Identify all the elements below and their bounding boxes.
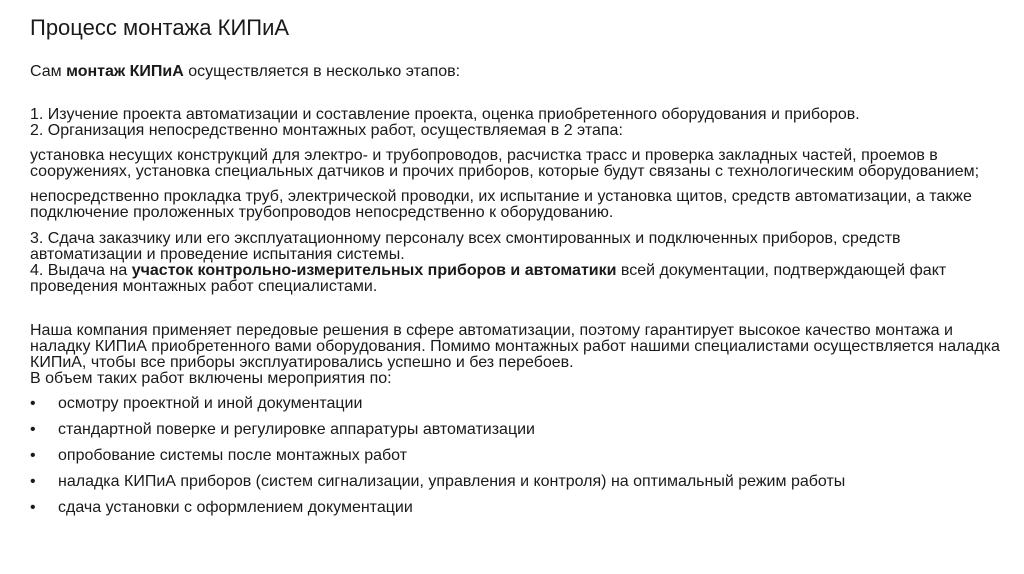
bullet-icon: • [30, 421, 36, 438]
work-scope-list [30, 391, 1005, 521]
intro-text-start: Сам [30, 63, 67, 80]
list-item [30, 391, 1005, 417]
step-2-substep-2: непосредственно прокладка труб, электрической проводки, их испытание и установка щитов, средств автоматизации, а также подключение проложенных трубопроводов непосредственно к оборудованию. [30, 188, 972, 221]
bullet-icon: • [30, 499, 36, 516]
slide-title: Процесс монтажа КИПиА [30, 15, 290, 40]
bullet-icon: • [30, 447, 36, 464]
list-item-text: сдача установки с оформлением документации [58, 499, 413, 516]
bullet-icon: • [30, 473, 36, 490]
step-4-bold-term: участок контрольно-измерительных приборов и автоматики [131, 262, 617, 279]
slide-content [30, 64, 1005, 521]
step-4-text-end: всей документации, подтверждающей факт проведения монтажных работ специалистами. [30, 262, 947, 295]
intro-paragraph [30, 64, 1005, 80]
list-item-text: стандартной поверке и регулировке аппаратуры автоматизации [58, 421, 535, 438]
step-3: 3. Сдача заказчику или его эксплуатационному персоналу всех смонтированных и подключенных приборов, средств автоматизации и проведение испытания системы. [30, 230, 901, 263]
step-4-text-start: 4. Выдача на [30, 262, 132, 279]
list-item-text: осмотру проектной и иной документации [58, 395, 363, 412]
step-2: 2. Организация непосредственно монтажных работ, осуществляемая в 2 этапа: [30, 122, 623, 139]
list-item-text: опробование системы после монтажных работ [58, 447, 408, 464]
list-item [30, 495, 1005, 521]
step-2-substep-1: установка несущих конструкций для электро- и трубопроводов, расчистка трасс и проверка закладных частей, проемов в сооружениях, установка специальных датчиков и прочих приборов, которые будут связаны с технологическим оборудованием; [30, 147, 980, 180]
list-item [30, 469, 1005, 495]
company-paragraph: Наша компания применяет передовые решения в сфере автоматизации, поэтому гарантирует высокое качество монтажа и наладку КИПиА приобретенного вами оборудования. Помимо монтажных работ нашими специалистами осуществляется наладка КИПиА, чтобы все приборы эксплуатировались успешно и без перебоев. [30, 322, 1000, 371]
bullet-icon: • [30, 395, 36, 412]
step-1: 1. Изучение проекта автоматизации и составление проекта, оценка приобретенного оборудования и приборов. [30, 106, 860, 123]
intro-bold-term: монтаж КИПиА [66, 63, 184, 80]
scope-heading: В объем таких работ включены мероприятия по: [30, 370, 392, 387]
step-4 [30, 263, 1005, 295]
list-item [30, 443, 1005, 469]
list-item-text: наладка КИПиА приборов (систем сигнализации, управления и контроля) на оптимальный режим работы [58, 473, 846, 490]
intro-text-end: осуществляется в несколько этапов: [183, 63, 461, 80]
list-item [30, 417, 1005, 443]
